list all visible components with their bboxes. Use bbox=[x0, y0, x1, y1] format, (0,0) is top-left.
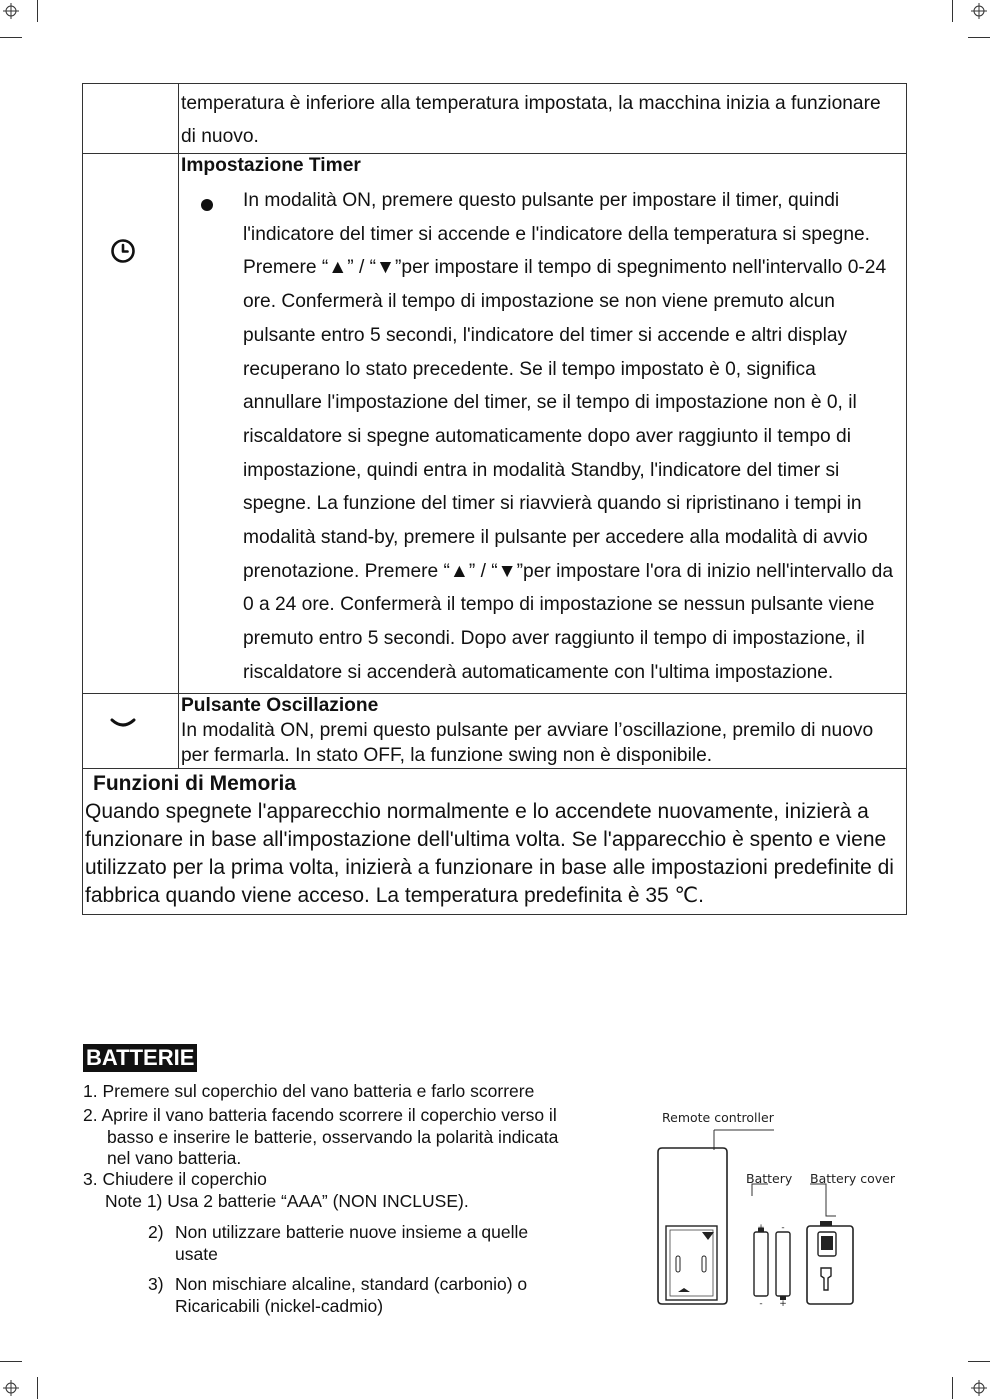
battery-step-2: 2. Aprire il vano batteria facendo scorrere il coperchio verso il bbox=[83, 1105, 557, 1125]
crop-mark bbox=[37, 0, 38, 22]
battery-step-3: 3. Chiudere il coperchio bbox=[83, 1169, 267, 1189]
icon-cell bbox=[83, 693, 179, 768]
remote-controller-drawing bbox=[658, 1148, 727, 1304]
registration-mark-icon bbox=[971, 3, 987, 19]
crop-mark bbox=[0, 1361, 22, 1362]
battery-drawing bbox=[754, 1223, 790, 1308]
battery-minus-label: - bbox=[759, 1299, 763, 1308]
crop-mark bbox=[968, 1361, 990, 1362]
battery-label: Battery bbox=[746, 1171, 793, 1186]
timer-description: In modalità ON, premere questo pulsante per impostare il timer, quindi l'indicatore del timer si accende e l'indicatore della temperatura si spegne. Premere “▲” / “▼”per impostare il tempo di spegnimento nell'intervallo 0-24 ore. Confermerà il tempo di impostazione se non viene premuto alcun pulsante entro 5 secondi, l'indicatore del timer si accende e altri display recuperano lo stato precedente. Se il tempo impostato è 0, significa annullare l'impostazione del timer, se il tempo di impostazione non è 0, il riscaldatore si spegne automaticamente dopo aver raggiunto il tempo di impostazione, quindi entra in modalità Standby, l'indicatore del timer si spegne. La funzione del timer si riavvierà quando si ripristinano i tempi in modalità stand-by, premere il pulsante per accedere alla modalità di avvio prenotazione. Premere “▲” / “▼”per impostare l'ora di inizio nell'intervallo da 0 a 24 ore. Confermerà il tempo di impostazione se nessun pulsante viene premuto entro 5 secondi. Dopo aver raggiunto il tempo di impostazione, il riscaldatore si accenderà automaticamente con l'ultima impostazione. bbox=[243, 190, 893, 683]
clock-icon bbox=[110, 238, 136, 264]
bullet-icon bbox=[201, 199, 213, 211]
crop-mark bbox=[968, 37, 990, 38]
battery-note-2-cont: usate bbox=[175, 1244, 218, 1264]
table-row bbox=[83, 84, 907, 154]
battery-step-1: 1. Premere sul coperchio del vano batteria e farlo scorrere bbox=[83, 1081, 535, 1101]
crop-mark bbox=[0, 37, 22, 38]
timer-bullet bbox=[181, 178, 900, 693]
batteries-heading: BATTERIE bbox=[83, 1044, 197, 1072]
battery-note-2-number: 2) bbox=[148, 1222, 164, 1242]
text-cell bbox=[179, 84, 907, 154]
swing-icon bbox=[109, 716, 137, 730]
battery-note-3-number: 3) bbox=[148, 1274, 164, 1294]
table-row bbox=[83, 693, 907, 768]
registration-mark-icon bbox=[971, 1380, 987, 1396]
timer-title: Impostazione Timer bbox=[181, 155, 361, 176]
battery-note-1: Note 1) Usa 2 batterie “AAA” (NON INCLUSE). bbox=[105, 1191, 469, 1211]
crop-mark bbox=[37, 1377, 38, 1399]
battery-note-2: Non utilizzare batterie nuove insieme a quelle bbox=[175, 1222, 529, 1242]
battery-plus-label: + bbox=[779, 1299, 787, 1308]
registration-mark-icon bbox=[3, 3, 19, 19]
battery-minus-label: - bbox=[781, 1223, 785, 1233]
memory-title: Funzioni di Memoria bbox=[93, 771, 296, 795]
battery-plus-label: + bbox=[757, 1223, 765, 1233]
oscillation-title: Pulsante Oscillazione bbox=[181, 694, 379, 716]
battery-note-3: Non mischiare alcaline, standard (carbonio) o bbox=[175, 1274, 528, 1294]
table-row bbox=[83, 154, 907, 694]
battery-note-3-cont: Ricaricabili (nickel-cadmio) bbox=[175, 1296, 384, 1316]
memory-cell bbox=[83, 768, 907, 915]
text-cell bbox=[179, 154, 907, 694]
battery-leader-line bbox=[752, 1184, 836, 1216]
battery-cover-drawing bbox=[807, 1221, 853, 1304]
crop-mark bbox=[952, 0, 953, 22]
remote-controller-label: Remote controller bbox=[662, 1110, 774, 1125]
battery-step-2-cont: basso e inserire le batterie, osservando la polarità indicata bbox=[107, 1127, 559, 1147]
crop-mark bbox=[952, 1377, 953, 1399]
oscillation-description: In modalità ON, premi questo pulsante per avviare l’oscillazione, premilo di nuovo per fermarla. In stato OFF, la funzione swing non è disponibile. bbox=[181, 719, 874, 766]
temperature-continuation-text: temperatura è inferiore alla temperatura impostata, la macchina inizia a funzionare di nuovo. bbox=[181, 93, 881, 147]
text-cell bbox=[179, 693, 907, 768]
functions-table bbox=[82, 83, 907, 915]
table-row bbox=[83, 768, 907, 915]
remote-leader-line bbox=[714, 1130, 774, 1150]
registration-mark-icon bbox=[3, 1380, 19, 1396]
icon-cell bbox=[83, 84, 179, 154]
memory-description: Quando spegnete l'apparecchio normalmente e lo accendete nuovamente, inizierà a funzionare in base all'impostazione dell'ultima volta. Se l'apparecchio è spento e viene utilizzato per la prima volta, inizierà a funzionare in base alle impostazioni predefinite di fabbrica quando viene acceso. La temperatura predefinita è 35 ℃. bbox=[85, 799, 894, 908]
icon-cell bbox=[83, 154, 179, 694]
battery-installation-diagram bbox=[650, 1128, 910, 1308]
battery-cover-label: Battery cover bbox=[810, 1171, 895, 1186]
battery-step-2-cont: nel vano batteria. bbox=[107, 1148, 242, 1168]
